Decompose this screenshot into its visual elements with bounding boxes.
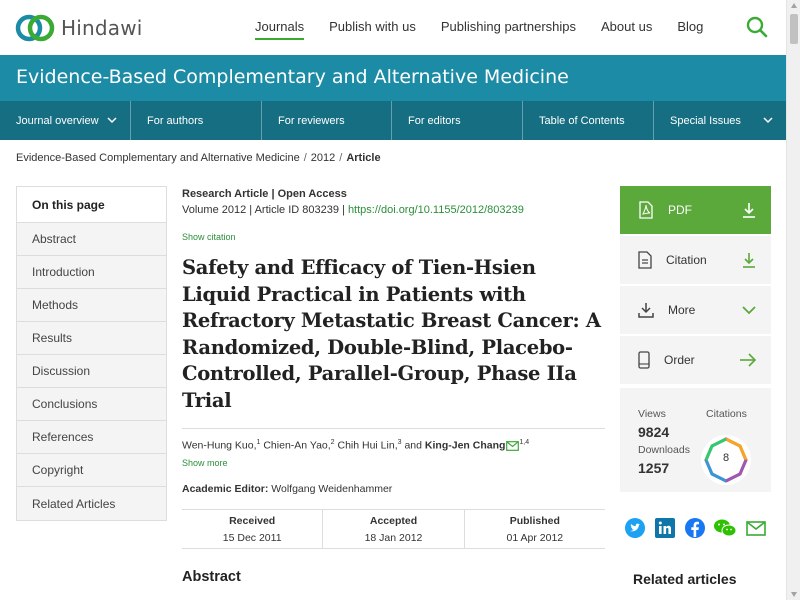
authors-and: and <box>404 439 422 452</box>
downloads-count: 1257 <box>638 460 670 476</box>
author-list <box>182 439 605 452</box>
date-value: 18 Jan 2012 <box>364 531 423 544</box>
breadcrumb-current: Article <box>346 152 381 164</box>
views-label: Views <box>638 408 666 420</box>
page-scrollbar[interactable] <box>786 0 800 600</box>
on-this-page-nav <box>16 186 167 521</box>
article-actions <box>620 186 771 492</box>
toc-item-discussion[interactable]: Discussion <box>17 355 166 388</box>
more-label: More <box>668 303 696 317</box>
nav-about-us[interactable]: About us <box>601 19 653 34</box>
show-citation-link[interactable]: Show citation <box>182 232 236 242</box>
date-published <box>465 510 605 548</box>
mail-icon[interactable] <box>506 441 519 451</box>
journal-title[interactable]: Evidence-Based Complementary and Alternative Medicine <box>16 66 569 88</box>
journal-nav <box>0 101 786 140</box>
corresponding-author[interactable]: King-Jen Chang <box>424 439 506 452</box>
download-icon <box>741 252 757 268</box>
academic-editor-name: Wolfgang Weidenhammer <box>271 482 393 495</box>
hindawi-logo-icon <box>15 12 55 44</box>
date-label: Accepted <box>369 514 418 527</box>
twitter-icon[interactable] <box>624 517 646 539</box>
toc-item-introduction[interactable]: Introduction <box>17 256 166 289</box>
toc-heading: On this page <box>17 187 166 223</box>
tab-special-issues[interactable] <box>654 101 786 140</box>
article-volume: Volume 2012 | Article ID 803239 | <box>182 204 348 216</box>
related-articles-heading: Related articles <box>633 571 737 587</box>
article-meta <box>182 204 605 216</box>
wechat-icon[interactable] <box>713 517 737 539</box>
download-tray-icon <box>638 302 654 318</box>
chevron-down-icon <box>741 302 757 318</box>
scroll-up-arrow-icon[interactable] <box>790 2 798 10</box>
order-button[interactable] <box>620 336 771 386</box>
more-button[interactable] <box>620 286 771 336</box>
date-received <box>182 510 323 548</box>
date-accepted <box>323 510 464 548</box>
views-count: 9824 <box>638 424 670 440</box>
tab-for-authors-label: For authors <box>147 114 204 127</box>
author-affiliation: 2 <box>330 439 335 446</box>
toc-item-related-articles[interactable]: Related Articles <box>32 496 116 511</box>
author-affiliation: 3 <box>397 439 402 446</box>
main-nav <box>255 19 728 40</box>
tab-for-authors[interactable] <box>131 101 262 140</box>
tab-journal-overview[interactable] <box>0 101 131 140</box>
tab-table-of-contents-label: Table of Contents <box>539 114 625 127</box>
pdf-label: PDF <box>668 203 692 217</box>
scrollbar-thumb[interactable] <box>790 14 798 44</box>
email-icon[interactable] <box>745 517 767 539</box>
doi-link[interactable]: https://doi.org/10.1155/2012/803239 <box>347 204 524 216</box>
author-affiliation: 1,4 <box>519 439 530 446</box>
academic-editor-label: Academic Editor: <box>182 482 269 495</box>
tab-special-issues-label: Special Issues <box>670 114 741 127</box>
date-label: Published <box>509 514 560 527</box>
show-more-link[interactable]: Show more <box>182 457 228 468</box>
nav-journals[interactable]: Journals <box>255 19 304 40</box>
tab-table-of-contents[interactable] <box>523 101 654 140</box>
citation-label: Citation <box>666 253 707 267</box>
date-label: Received <box>229 514 276 527</box>
logo-text: Hindawi <box>61 16 143 40</box>
article-title: Safety and Efficacy of Tien-Hsien Liquid Practical in Patients with Refractory Metastatic Breast Cancer: A Randomized, Double-Blind, Placebo-Controlled, Parallel-Group, Phase IIa Trial <box>182 256 601 412</box>
date-value: 01 Apr 2012 <box>506 531 564 544</box>
download-icon <box>741 202 757 218</box>
toc-item-methods[interactable]: Methods <box>17 289 166 322</box>
author-name[interactable]: Chih Hui Lin, <box>337 439 398 452</box>
nav-publishing-partnerships[interactable]: Publishing partnerships <box>440 19 576 34</box>
tab-journal-overview-label: Journal overview <box>16 114 99 127</box>
toc-item-copyright[interactable]: Copyright <box>17 454 166 487</box>
article-type: Research Article | Open Access <box>182 188 347 200</box>
citations-label: Citations <box>706 408 747 420</box>
chevron-down-icon <box>762 114 774 126</box>
linkedin-icon[interactable] <box>654 517 676 539</box>
chevron-down-icon <box>106 114 118 126</box>
pdf-file-icon <box>638 201 654 219</box>
search-icon <box>745 15 769 39</box>
nav-blog[interactable]: Blog <box>677 19 704 34</box>
toc-item-conclusions[interactable]: Conclusions <box>17 388 166 421</box>
phone-icon <box>638 351 650 369</box>
tab-for-editors[interactable] <box>392 101 523 140</box>
scroll-down-arrow-icon[interactable] <box>790 590 798 598</box>
arrow-right-icon <box>739 352 757 368</box>
abstract-heading: Abstract <box>182 568 241 585</box>
toc-item-abstract[interactable]: Abstract <box>17 223 166 256</box>
author-name[interactable]: Wen-Hung Kuo, <box>182 439 257 452</box>
breadcrumb-year[interactable]: 2012 <box>310 152 336 164</box>
article-metrics <box>620 388 771 492</box>
tab-for-reviewers[interactable] <box>262 101 392 140</box>
academic-editor <box>182 483 605 495</box>
share-bar <box>620 517 771 545</box>
hindawi-logo[interactable] <box>15 12 143 44</box>
site-header <box>0 0 786 55</box>
citation-button[interactable] <box>620 236 771 286</box>
article-main <box>182 186 605 585</box>
nav-publish-with-us[interactable]: Publish with us <box>329 19 416 34</box>
title-divider <box>182 428 605 429</box>
order-label: Order <box>664 353 695 367</box>
dimensions-badge[interactable] <box>700 434 752 486</box>
citations-count: 8 <box>722 452 730 464</box>
pdf-button[interactable] <box>620 186 771 236</box>
search-button[interactable] <box>745 15 769 39</box>
breadcrumb-journal[interactable]: Evidence-Based Complementary and Alternative Medicine <box>16 152 300 164</box>
author-name[interactable]: Chien-An Yao, <box>263 439 331 452</box>
toc-item-references[interactable]: References <box>17 421 166 454</box>
downloads-label: Downloads <box>638 444 690 456</box>
toc-item-results[interactable]: Results <box>17 322 166 355</box>
article-dates <box>182 509 605 549</box>
tab-for-editors-label: For editors <box>408 114 461 127</box>
date-value: 15 Dec 2011 <box>222 531 282 544</box>
document-icon <box>638 251 652 269</box>
author-affiliation: 1 <box>256 439 261 446</box>
journal-banner <box>0 55 786 101</box>
breadcrumb: Evidence-Based Complementary and Alternative Medicine / 2012 / Article <box>16 152 381 164</box>
tab-for-reviewers-label: For reviewers <box>278 114 345 127</box>
facebook-icon[interactable] <box>684 517 706 539</box>
